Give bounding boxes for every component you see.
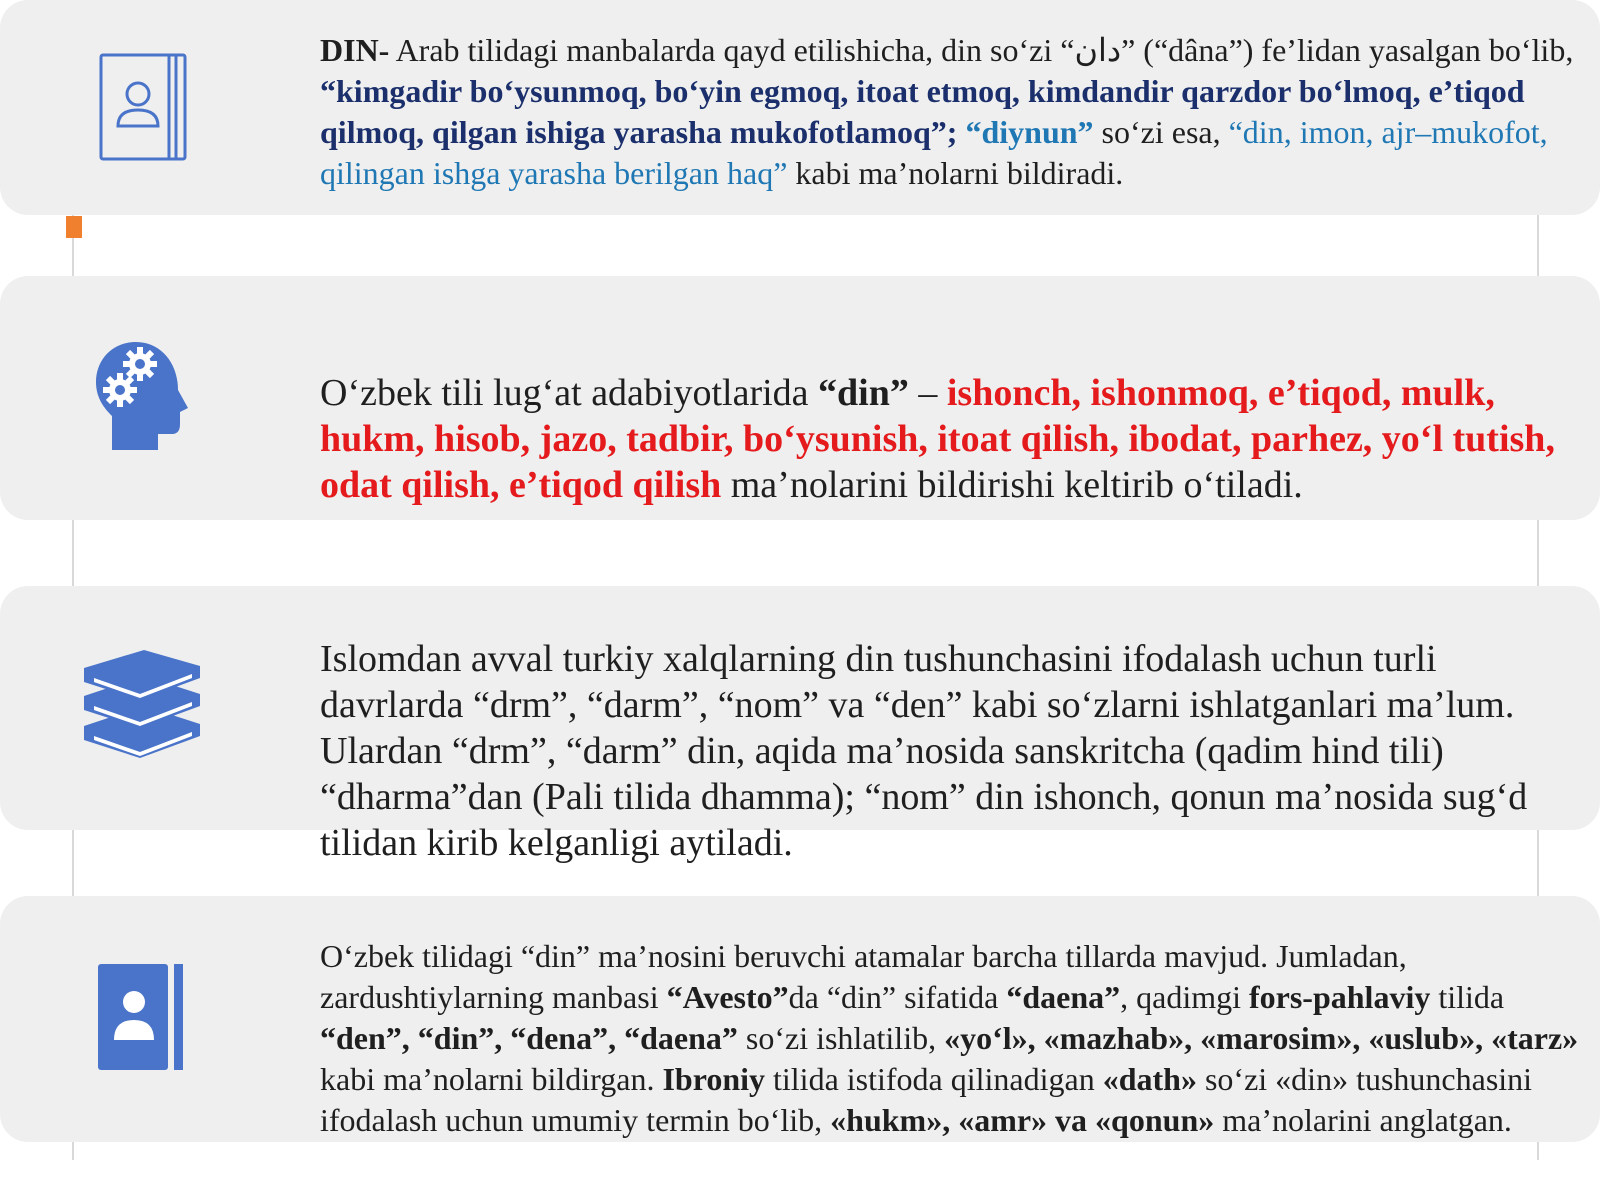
- item1-diynun-meaning: “din, imon, ajr–mukofot, qilingan ishga yarasha berilgan haq”: [320, 114, 1548, 191]
- item2-text: O‘zbek tili lug‘at adabiyotlarida “din” – ishonch, ishonmoq, e’tiqod, mulk, hukm, hisob, jazo, tadbir, bo‘ysunish, itoat qilish, ibodat, parhez, yo‘l tutish, odat qilish, e’tiqod qilish ma’nolarini bildirishi keltirib o‘tiladi.: [320, 372, 1555, 506]
- item1-diynun: “diynun”: [965, 114, 1094, 150]
- timeline-marker: [66, 216, 82, 238]
- book-stack-icon: [80, 650, 204, 767]
- item4-text: O‘zbek tilidagi “din” ma’nosini beruvchi atamalar barcha tillarda mavjud. Jumladan, zardushtiylarning manbasi “Avesto”da “din” sifatida “daena”, qadimgi fors-pahlaviy tilida “den”, “din”, “dena”, “daena” so‘zi ishlatilib, «yo‘l», «mazhab», «marosim», «uslub», «tarz» kabi ma’nolarni bildirgan. Ibroniy tilida istifoda qilinadigan «dath» so‘zi «din» tushunchasini ifodalash uchun umumiy termin bo‘lib, «hukm», «amr» va «qonun» ma’nolarini anglatgan.: [320, 938, 1579, 1138]
- contact-book-filled-icon: [98, 964, 188, 1077]
- item1-term: DIN-: [320, 32, 390, 68]
- item1-text: DIN- Arab tilidagi manbalarda qayd etilishicha, din so‘zi “دان” (“dâna”) fe’lidan yasalgan bo‘lib, “kimgadir bo‘ysunmoq, bo‘yin egmoq, itoat etmoq, kimdandir qarzdor bo‘lmoq, e’tiqod qilmoq, qilgan ishiga yarasha mukofotlamoq”; “diynun” so‘zi esa, “din, imon, ajr–mukofot, qilingan ishga yarasha berilgan haq” kabi ma’nolarni bildiradi.: [320, 32, 1574, 191]
- item3-text: Islomdan avval turkiy xalqlarning din tushunchasini ifodalash uchun turli davrlarda “drm”, “darm”, “nom” va “den” kabi so‘zlarni ishlatganlari ma’lum. Ulardan “drm”, “darm” din, aqida ma’nosida sanskritcha (qadim hind tili) “dharma”dan (Pali tilida dhamma); “nom” din ishonch, qonun ma’nosida sug‘d tilidan kirib kelganligi aytiladi.: [320, 638, 1528, 864]
- item1-meaning-highlight: “kimgadir bo‘ysunmoq, bo‘yin egmoq, itoat etmoq, kimdandir qarzdor bo‘lmoq, e’tiqod qilmoq, qilgan ishiga yarasha mukofotlamoq”;: [320, 73, 1525, 150]
- head-gears-icon: [92, 338, 192, 461]
- contact-book-outline-icon: [98, 52, 190, 167]
- item2-meanings-highlight: ishonch, ishonmoq, e’tiqod, mulk, hukm, hisob, jazo, tadbir, bo‘ysunish, itoat qilish, ibodat, parhez, yo‘l tutish, odat qilish, e’tiqod qilish: [320, 372, 1555, 506]
